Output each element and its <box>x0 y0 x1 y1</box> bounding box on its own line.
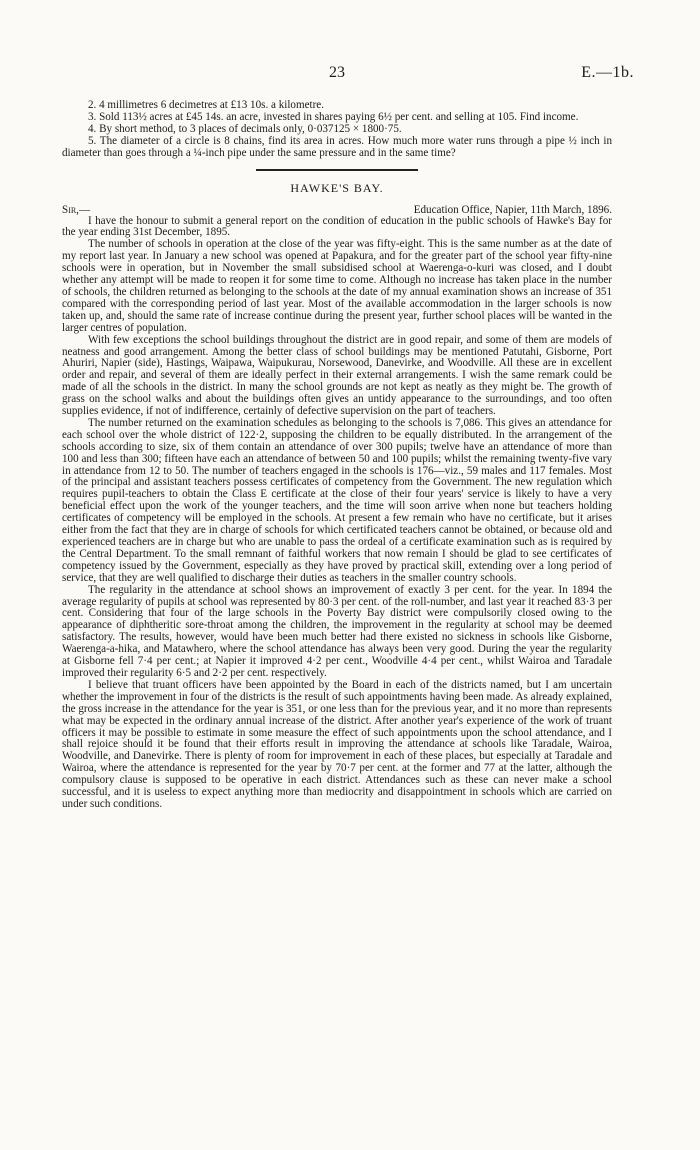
salutation: Sir,— <box>62 203 91 216</box>
section-title: HAWKE'S BAY. <box>290 180 384 195</box>
report-paragraph: The number of schools in operation at the close of the year was fifty-eight. This is the same number as at the date of my report last year. In January a new school was opened at Papakura, and for the greater part of the school year fifty-nine schools were in operation, but in November the small subsidised school at Waerenga-o-kuri was closed, and I doubt whether any attempt will be made to reopen it for some time to come. Although no increase has taken place in the number of schools, the children returned as belonging to the schools at the date of my annual examination shows an increase of 351 compared with the corresponding period of last year. Most of the available accommodation in the larger schools is now taken up, and, should the same rate of increase continue during the present year, further school places will be wanted in the larger centres of population. <box>62 238 612 334</box>
document-code: E.—1b. <box>581 64 634 81</box>
problem-item: 3. Sold 113½ acres at £45 14s. an acre, invested in shares paying 6½ per cent. and selling at 105. Find income. <box>88 110 579 123</box>
report-paragraph: I have the honour to submit a general report on the condition of education in the public schools of Hawke's Bay for the year ending 31st December, 1895. <box>62 214 612 239</box>
problem-list <box>62 100 612 160</box>
report-paragraph: The regularity in the attendance at school shows an improvement of exactly 3 per cent. for the year. In 1894 the average regularity of pupils at school was represented by 80·3 per cent. of the roll-number, and last year it reached 83·3 per cent. Considering that four of the large schools in the Poverty Bay district were compulsorily closed owing to the appearance of diphtheritic sore-throat among the children, the improvement in the regularity at school may be deemed satisfactory. The results, however, would have been much better had there existed no sickness in schools like Gisborne, Waerenga-a-hika, and Matawhero, where the school attendance has always been very good. During the year the regularity at Gisborne fell 7·4 per cent.; at Napier it improved 4·2 per cent., Woodville 4·4 per cent., whilst Wairoa and Taradale improved their regularity 6·5 and 2·2 per cent. respectively. <box>62 583 612 679</box>
salutation-line <box>62 204 612 216</box>
problem-item: 4. By short method, to 3 places of decimals only, 0·037125 × 1800·75. <box>88 122 402 135</box>
dateline: Education Office, Napier, 11th March, 1896. <box>413 203 612 216</box>
report-paragraph: I believe that truant officers have been appointed by the Board in each of the districts named, but I am uncertain whether the improvement in four of the districts is the result of such appointments having been made. As already explained, the gross increase in the attendance for the year is 351, or one less than for the previous year, and it no more than represents what may be expected in the ordinary annual increase of the district. After another year's experience of the work of truant officers it may be possible to estimate in some measure the effect of such appointments upon the school attendance, and I shall rejoice should it be found that their efforts result in improving the attendance at schools like Taradale, Wairoa, Woodville, and Danevirke. There is plenty of room for improvement in each of these places, but especially at Taradale and Wairoa, where the attendance is represented for the year by 70·7 per cent. at the former and 77 at the latter, although the compulsory clause is supposed to be operative in each district. Attendances such as these can never make a school successful, and it is useless to expect anything more than mediocrity and disappointment in schools which are carried on under such conditions. <box>62 678 612 810</box>
section-divider <box>256 169 418 171</box>
report-paragraph: With few exceptions the school buildings throughout the district are in good repair, and some of them are models of neatness and good arrangement. Among the better class of school buildings may be mentioned Patutahi, Gisborne, Port Ahuriri, Napier (side), Hastings, Waipawa, Waipukurau, Norsewood, Danevirke, and Woodville. All these are in excellent order and repair, and several of them are ideally perfect in their external arrangements. I wish the same remark could be made of all the schools in the district. In many the school grounds are not kept as neatly as they might be. The growth of grass on the school walks and about the buildings often gives an untidy appearance to the surroundings, and too often supplies evidence, if not of indifference, certainly of defective supervision on the part of teachers. <box>62 333 612 418</box>
page-header <box>62 0 634 96</box>
report-paragraph: The number returned on the examination schedules as belonging to the schools is 7,086. This gives an attendance for each school over the whole district of 122·2, supposing the children to be equally distributed. In the arrangement of the schools according to size, six of them contain an attendance of over 300 pupils; twelve have an attendance of more than 100 and less than 300; fifteen have each an attendance of between 50 and 100 pupils; whilst the remaining twenty-five vary in attendance from 12 to 50. The number of teachers engaged in the schools is 176—viz., 59 males and 117 females. Most of the principal and assistant teachers possess certificates of competency from the Government. The new regulation which requires pupil-teachers to obtain the Class E certificate at the close of their four years' service is likely to have a very beneficial effect upon the work of the younger teachers, and the time will soon arrive when none but teachers holding certificates of competency will be employed in the schools. At present a few remain who have no certificate, but it arises either from the fact that they are in charge of schools for which certificated teachers cannot be obtained, or because old and experienced teachers are in charge but who are unable to pass the ordeal of a certificate examination such as is required by the Central Department. To the small remnant of faithful workers that now remain I should be glad to see certificates of competency issued by the Government, especially as they have proved by practical skill, extending over a long period of service, that they are well qualified to discharge their duties as teachers in the smaller country schools. <box>62 416 612 584</box>
problem-item: 5. The diameter of a circle is 8 chains, find its area in acres. How much more water runs through a pipe ½ inch in diameter than goes through a ¼-inch pipe under the same pressure and in the same time? <box>62 134 612 159</box>
report-body <box>62 216 612 811</box>
page-number: 23 <box>329 64 345 81</box>
problem-item: 2. 4 millimetres 6 decimetres at £13 10s. a kilometre. <box>88 99 324 111</box>
